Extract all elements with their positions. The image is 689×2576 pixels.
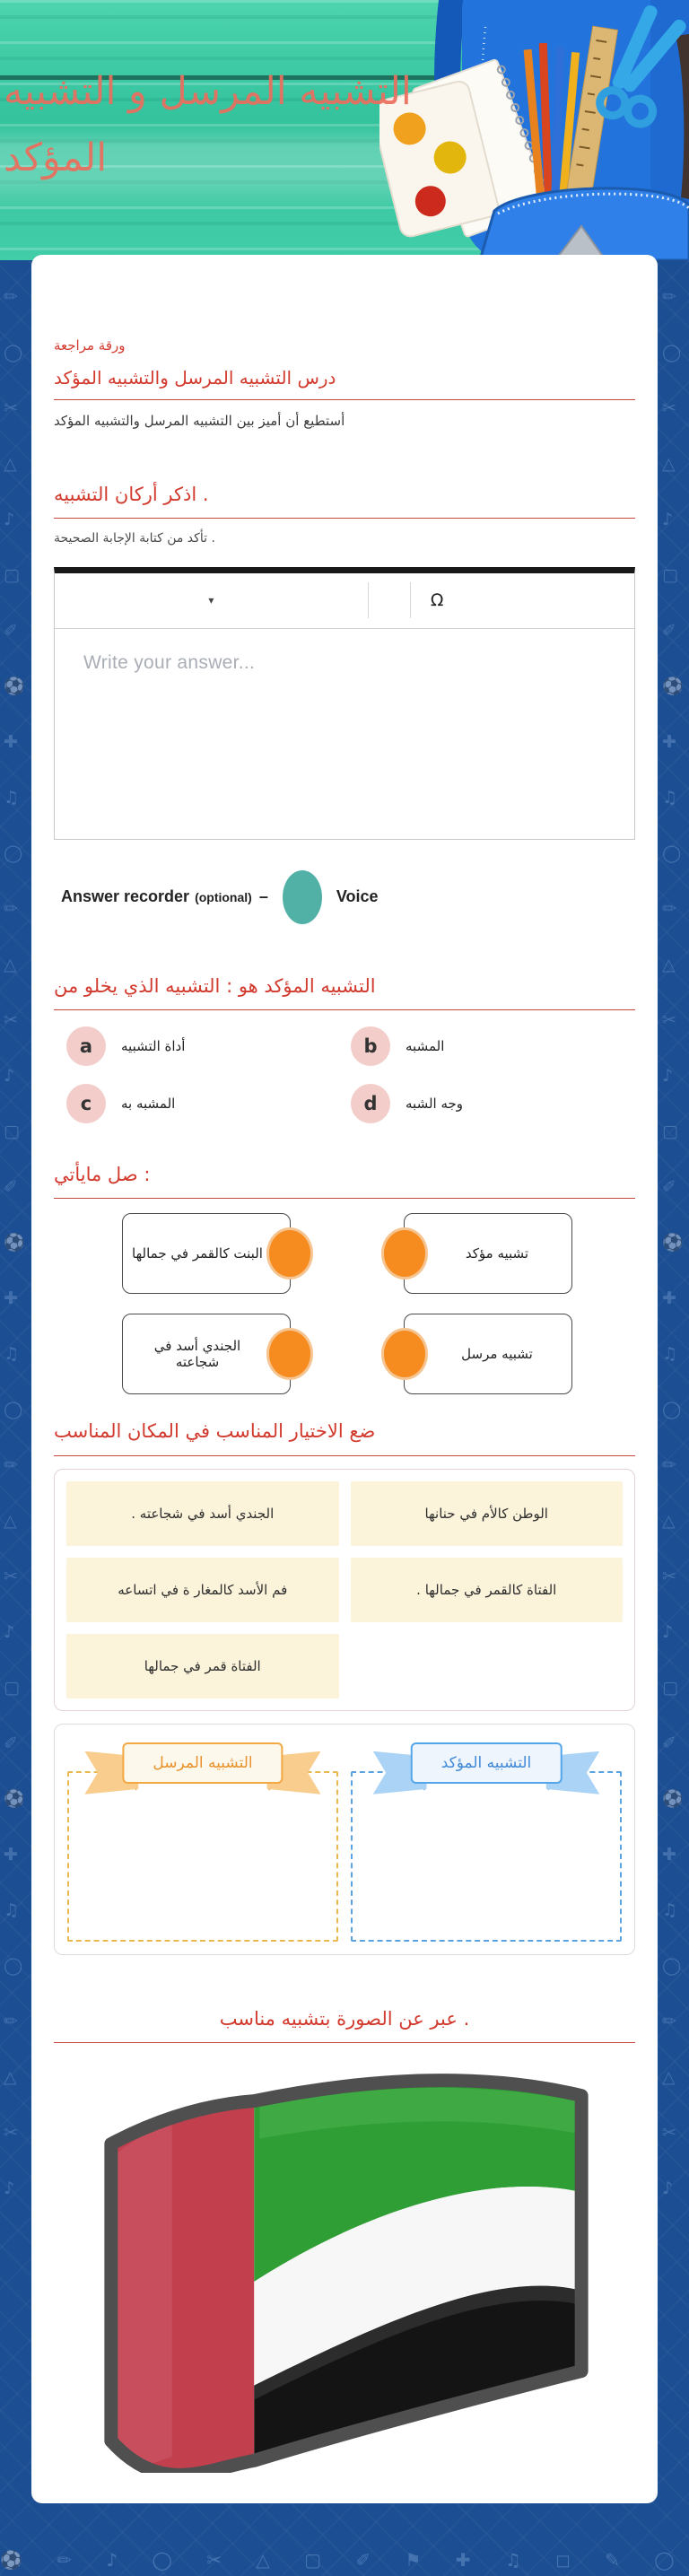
question-heading: ضع الاختيار المناسب في المكان المناسب: [54, 1420, 376, 1443]
draggable-chip[interactable]: فم الأسد كالمغار ة في اتساعه: [66, 1558, 339, 1622]
rich-text-editor: [54, 567, 635, 840]
choice-option-c[interactable]: [66, 1084, 351, 1123]
match-item-left[interactable]: [122, 1213, 291, 1294]
word-bank: [54, 1469, 635, 1711]
objective-text: أستطيع أن أميز بين التشبيه المرسل والتشبيه المؤكد: [54, 412, 345, 429]
match-item-right[interactable]: [404, 1314, 572, 1394]
match-item-left[interactable]: [122, 1314, 291, 1394]
placeholder-text: Write your answer...: [83, 651, 256, 673]
editor-toolbar: [55, 573, 634, 629]
matching-row: [54, 1314, 635, 1394]
question-heading: صل مايأتي :: [54, 1164, 151, 1186]
choice-label: أداة التشبيه: [121, 1038, 186, 1055]
question-picture-prompt: [54, 2007, 635, 2476]
draggable-chip[interactable]: الجندي أسد في شجاعته .: [66, 1481, 339, 1546]
lesson-title: درس التشبيه المرسل والتشبيه المؤكد: [54, 366, 336, 389]
uae-flag-image: [65, 2056, 619, 2473]
choice-letter-badge[interactable]: d: [351, 1084, 390, 1123]
worksheet-title-line1: التشبيه المرسل و التشبيه: [4, 69, 412, 114]
divider: [54, 1009, 635, 1010]
match-item-text: تشبيه مرسل: [461, 1346, 533, 1363]
choice-option-a[interactable]: [66, 1026, 351, 1066]
choice-option-b[interactable]: [351, 1026, 635, 1066]
matching-area: [54, 1213, 635, 1394]
recorder-optional-note: (optional): [195, 889, 252, 904]
worksheet-title: [4, 59, 452, 192]
recorder-label: Answer recorder: [61, 887, 190, 906]
question-heading: عبر عن الصورة بتشبيه مناسب .: [219, 2007, 470, 2030]
zone-label: التشبيه المؤكد: [411, 1742, 563, 1784]
divider: [54, 1455, 635, 1456]
question-heading: التشبيه المؤكد هو : التشبيه الذي يخلو من: [54, 974, 376, 997]
chevron-down-icon: ▾: [208, 594, 214, 607]
worksheet-card: [31, 255, 658, 2503]
answer-textarea[interactable]: [55, 629, 634, 839]
drop-zone-mursal[interactable]: [67, 1753, 338, 1942]
choice-label: وجه الشبه: [406, 1096, 464, 1113]
choice-label: المشبه: [406, 1038, 445, 1055]
worksheet-title-line2: المؤكد: [4, 135, 108, 180]
header-banner: [0, 0, 689, 260]
special-character-button[interactable]: Ω: [411, 590, 444, 610]
background-doodles-left: [0, 269, 31, 2576]
drop-zones: [54, 1724, 635, 1955]
choice-letter-badge[interactable]: a: [66, 1026, 106, 1066]
recorder-separator: –: [258, 887, 268, 906]
choice-option-d[interactable]: [351, 1084, 635, 1123]
question-matching: [54, 1163, 635, 1394]
choice-label: المشبه به: [121, 1096, 176, 1113]
match-item-right[interactable]: [404, 1213, 572, 1294]
divider: [54, 399, 635, 400]
answer-recorder: [54, 870, 635, 924]
question-image-container: [54, 2056, 635, 2476]
connector-dot[interactable]: [384, 1230, 425, 1277]
divider: [54, 2042, 635, 2043]
background-doodles-bottom: [0, 2544, 689, 2576]
toolbar-spacer: [369, 573, 410, 628]
voice-record-button[interactable]: [283, 870, 322, 924]
divider: [54, 1198, 635, 1199]
voice-label: Voice: [336, 887, 379, 906]
question-hint: تأكد من كتابة الإجابة الصحيحة .: [54, 530, 215, 546]
match-item-text: تشبيه مؤكد: [465, 1245, 529, 1262]
question-multiple-choice: [54, 974, 635, 1123]
match-item-text: الجندي أسد في شجاعته: [153, 1338, 241, 1371]
draggable-chip[interactable]: الفتاة قمر في جمالها: [66, 1634, 339, 1698]
choice-options: [54, 1026, 635, 1123]
connector-dot[interactable]: [269, 1230, 310, 1277]
zone-label: التشبيه المرسل: [122, 1742, 283, 1784]
drop-zone-muakkad[interactable]: [351, 1753, 622, 1942]
zone-ribbon: [411, 1742, 563, 1784]
question-drag-drop: [54, 1419, 635, 1954]
choice-letter-badge[interactable]: b: [351, 1026, 390, 1066]
question-heading: اذكر أركان التشبيه .: [54, 483, 209, 505]
choice-letter-badge[interactable]: c: [66, 1084, 106, 1123]
draggable-chip[interactable]: الفتاة كالقمر في جمالها .: [351, 1558, 624, 1622]
draggable-chip[interactable]: الوطن كالأم في حنانها: [351, 1481, 624, 1546]
kicker: ورقة مراجعة: [54, 337, 126, 354]
match-item-text: البنت كالقمر في جمالها: [132, 1245, 263, 1262]
zone-ribbon: [122, 1742, 283, 1784]
connector-dot[interactable]: [384, 1331, 425, 1377]
paragraph-style-dropdown[interactable]: [55, 573, 368, 628]
divider: [54, 518, 635, 519]
question-open-answer: [54, 483, 635, 924]
background-doodles-right: [658, 269, 689, 2576]
matching-row: [54, 1213, 635, 1294]
connector-dot[interactable]: [269, 1331, 310, 1377]
